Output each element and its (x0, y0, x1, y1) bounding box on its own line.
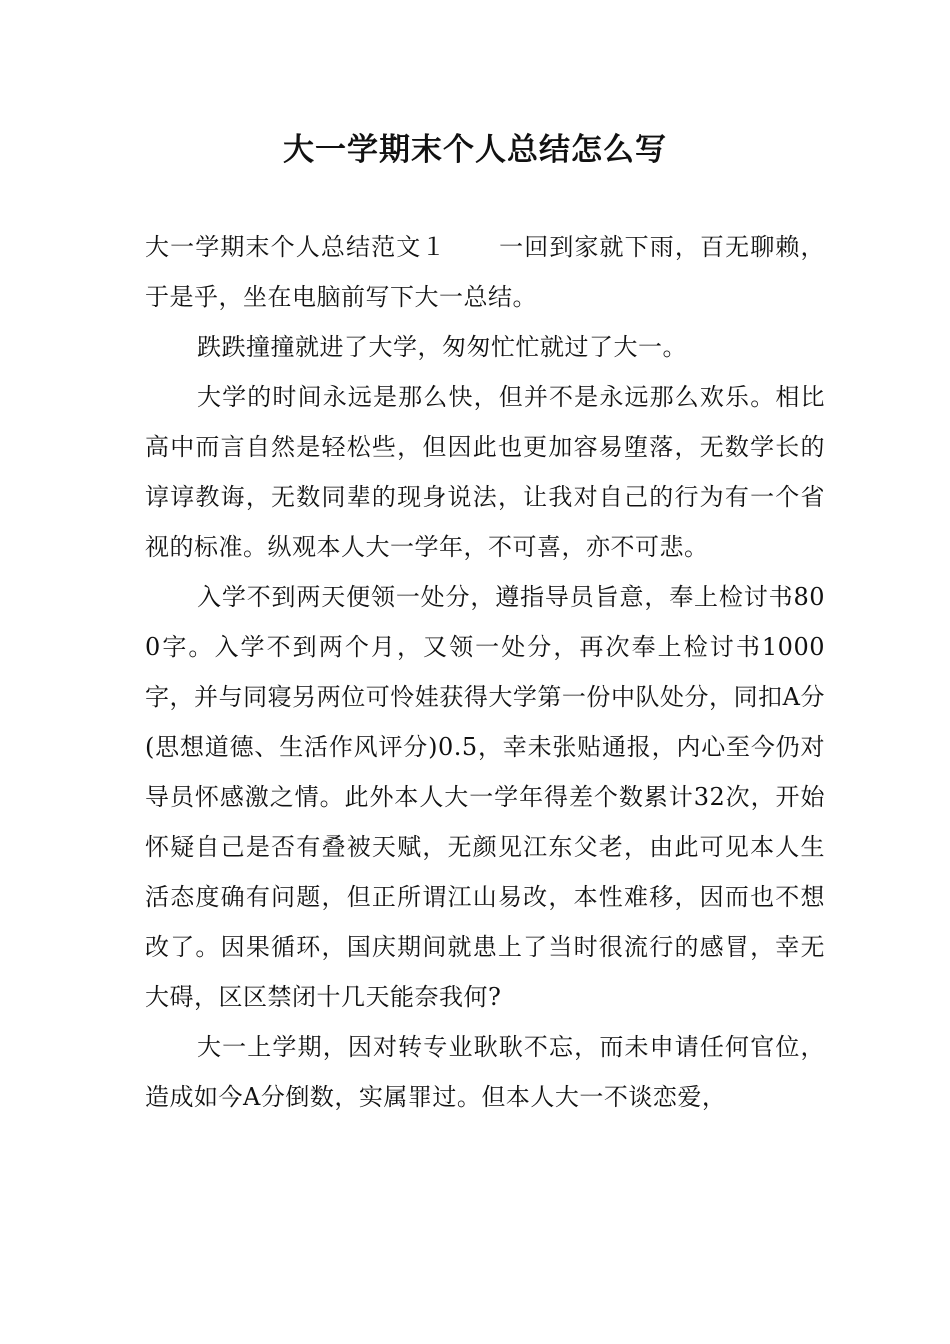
section-heading: 大一学期末个人总结范文１ (145, 233, 447, 261)
paragraph-4: 入学不到两天便领一处分，遵指导员旨意，奉上检讨书800字。入学不到两个月，又领一处分，再次奉上检讨书1000字，并与同寝另两位可怜娃获得大学第一份中队处分，同扣A分(思想道德、生活作风评分)0.5，幸未张贴通报，内心至今仍对导员怀感激之情。此外本人大一学年得差个数累计32次，开始怀疑自己是否有叠被天赋，无颜见江东父老，由此可见本人生活态度确有问题，但正所谓江山易改，本性难移，因而也不想改了。因果循环，国庆期间就患上了当时很流行的感冒，幸无大碍，区区禁闭十几天能奈我何? (145, 583, 825, 1011)
paragraph-2: 跌跌撞撞就进了大学，匆匆忙忙就过了大一。 (197, 333, 687, 361)
paragraph-1-text: 一回到家就下雨，百无聊赖，于是乎，坐在电脑前写下大一总结。 (145, 233, 826, 311)
document-body (145, 222, 825, 1122)
paragraph-3: 大学的时间永远是那么快，但并不是永远那么欢乐。相比高中而言自然是轻松些，但因此也更加容易堕落，无数学长的谆谆教诲，无数同辈的现身说法，让我对自己的行为有一个省视的标准。纵观本人大一学年，不可喜，亦不可悲。 (145, 383, 825, 561)
document-title: 大一学期末个人总结怎么写 (283, 132, 667, 168)
paragraph-5: 大一上学期，因对转专业耿耿不忘，而未申请任何官位，造成如今A分倒数，实属罪过。但本人大一不谈恋爱， (145, 1033, 825, 1111)
paragraph-1 (145, 222, 825, 322)
